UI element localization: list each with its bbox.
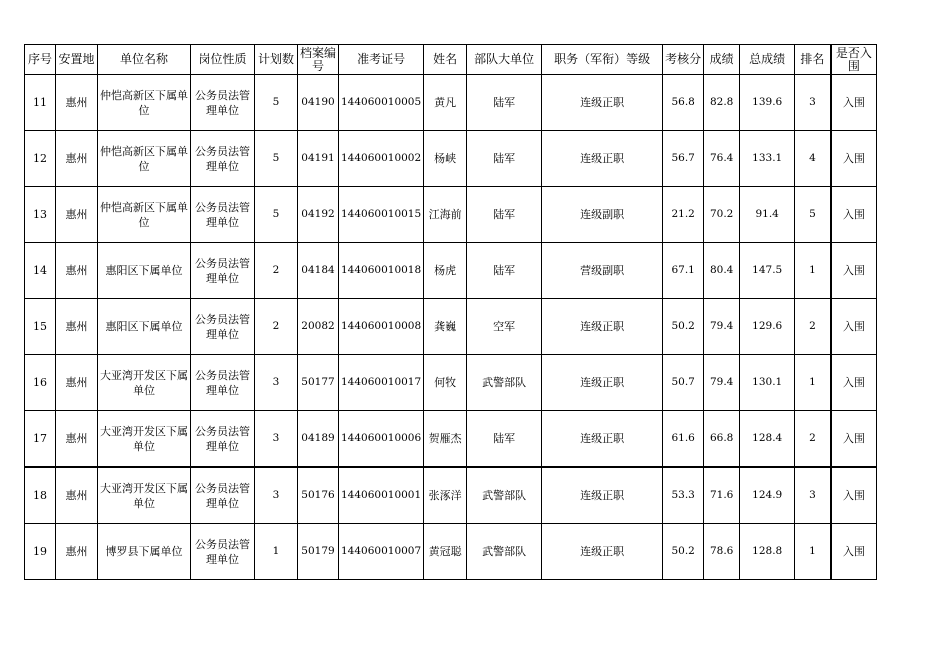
cell-assess-score: 53.3: [663, 467, 704, 524]
cell-seq: 11: [25, 75, 56, 131]
cell-file-no: 50177: [298, 355, 339, 411]
cell-post-type: 公务员法管理单位: [191, 187, 255, 243]
cell-location: 惠州: [56, 524, 98, 580]
cell-rank: 连级正职: [542, 75, 663, 131]
cell-score: 66.8: [704, 411, 740, 468]
cell-ranking: 3: [795, 467, 831, 524]
cell-location: 惠州: [56, 243, 98, 299]
cell-total-score: 139.6: [740, 75, 795, 131]
cell-name: 贺雁杰: [424, 411, 467, 468]
cell-name: 杨峡: [424, 131, 467, 187]
cell-army-unit: 陆军: [467, 131, 542, 187]
cell-seq: 14: [25, 243, 56, 299]
cell-file-no: 20082: [298, 299, 339, 355]
table-row: [25, 524, 877, 580]
cell-post-type: 公务员法管理单位: [191, 467, 255, 524]
header-exam-id: 准考证号: [339, 45, 424, 75]
cell-score: 70.2: [704, 187, 740, 243]
cell-army-unit: 武警部队: [467, 524, 542, 580]
cell-total-score: 91.4: [740, 187, 795, 243]
cell-shortlisted: 入围: [831, 299, 877, 355]
cell-shortlisted: 入围: [831, 187, 877, 243]
cell-name: 黄凡: [424, 75, 467, 131]
cell-shortlisted: 入围: [831, 467, 877, 524]
cell-shortlisted: 入围: [831, 524, 877, 580]
cell-army-unit: 武警部队: [467, 467, 542, 524]
cell-name: 龚巍: [424, 299, 467, 355]
cell-post-type: 公务员法管理单位: [191, 75, 255, 131]
cell-ranking: 2: [795, 411, 831, 468]
cell-unit-name: 大亚湾开发区下属单位: [98, 355, 191, 411]
cell-army-unit: 陆军: [467, 411, 542, 468]
cell-file-no: 04191: [298, 131, 339, 187]
cell-location: 惠州: [56, 187, 98, 243]
header-post-type: 岗位性质: [191, 45, 255, 75]
cell-unit-name: 博罗县下属单位: [98, 524, 191, 580]
cell-post-type: 公务员法管理单位: [191, 299, 255, 355]
cell-rank: 营级副职: [542, 243, 663, 299]
cell-file-no: 50176: [298, 467, 339, 524]
cell-assess-score: 61.6: [663, 411, 704, 468]
cell-unit-name: 大亚湾开发区下属单位: [98, 467, 191, 524]
cell-assess-score: 50.2: [663, 299, 704, 355]
cell-score: 80.4: [704, 243, 740, 299]
cell-location: 惠州: [56, 355, 98, 411]
cell-rank: 连级正职: [542, 355, 663, 411]
cell-rank: 连级副职: [542, 187, 663, 243]
cell-ranking: 2: [795, 299, 831, 355]
cell-ranking: 4: [795, 131, 831, 187]
cell-ranking: 3: [795, 75, 831, 131]
cell-exam-id: 144060010001: [339, 467, 424, 524]
cell-assess-score: 21.2: [663, 187, 704, 243]
cell-total-score: 128.4: [740, 411, 795, 468]
cell-plan-count: 5: [255, 131, 298, 187]
header-ranking: 排名: [795, 45, 831, 75]
cell-exam-id: 144060010007: [339, 524, 424, 580]
cell-plan-count: 5: [255, 75, 298, 131]
cell-shortlisted: 入围: [831, 243, 877, 299]
cell-exam-id: 144060010005: [339, 75, 424, 131]
header-total-score: 总成绩: [740, 45, 795, 75]
cell-exam-id: 144060010008: [339, 299, 424, 355]
header-file-no: 档案编号: [298, 45, 339, 75]
cell-plan-count: 3: [255, 411, 298, 468]
cell-post-type: 公务员法管理单位: [191, 355, 255, 411]
header-row: [25, 45, 877, 75]
cell-post-type: 公务员法管理单位: [191, 524, 255, 580]
cell-file-no: 04184: [298, 243, 339, 299]
cell-assess-score: 56.7: [663, 131, 704, 187]
header-assess-score: 考核分: [663, 45, 704, 75]
cell-seq: 13: [25, 187, 56, 243]
cell-army-unit: 武警部队: [467, 355, 542, 411]
cell-exam-id: 144060010002: [339, 131, 424, 187]
cell-total-score: 129.6: [740, 299, 795, 355]
cell-plan-count: 1: [255, 524, 298, 580]
cell-file-no: 04190: [298, 75, 339, 131]
cell-file-no: 04192: [298, 187, 339, 243]
cell-rank: 连级正职: [542, 467, 663, 524]
cell-rank: 连级正职: [542, 524, 663, 580]
cell-assess-score: 50.2: [663, 524, 704, 580]
cell-seq: 16: [25, 355, 56, 411]
cell-army-unit: 陆军: [467, 187, 542, 243]
header-name: 姓名: [424, 45, 467, 75]
cell-file-no: 04189: [298, 411, 339, 468]
cell-seq: 19: [25, 524, 56, 580]
cell-exam-id: 144060010006: [339, 411, 424, 468]
results-table: [24, 44, 877, 580]
cell-unit-name: 惠阳区下属单位: [98, 299, 191, 355]
cell-ranking: 1: [795, 243, 831, 299]
header-unit-name: 单位名称: [98, 45, 191, 75]
cell-post-type: 公务员法管理单位: [191, 411, 255, 468]
header-shortlisted: 是否入围: [831, 45, 877, 75]
cell-rank: 连级正职: [542, 411, 663, 468]
cell-total-score: 133.1: [740, 131, 795, 187]
cell-shortlisted: 入围: [831, 411, 877, 468]
table-row: [25, 243, 877, 299]
cell-post-type: 公务员法管理单位: [191, 243, 255, 299]
cell-seq: 12: [25, 131, 56, 187]
table-row: [25, 467, 877, 524]
cell-exam-id: 144060010015: [339, 187, 424, 243]
cell-score: 79.4: [704, 299, 740, 355]
cell-total-score: 128.8: [740, 524, 795, 580]
cell-location: 惠州: [56, 411, 98, 468]
cell-name: 黄冠聪: [424, 524, 467, 580]
header-score: 成绩: [704, 45, 740, 75]
cell-plan-count: 5: [255, 187, 298, 243]
cell-total-score: 147.5: [740, 243, 795, 299]
cell-assess-score: 50.7: [663, 355, 704, 411]
cell-rank: 连级正职: [542, 131, 663, 187]
table-row: [25, 299, 877, 355]
cell-assess-score: 67.1: [663, 243, 704, 299]
table-row: [25, 131, 877, 187]
cell-location: 惠州: [56, 131, 98, 187]
cell-unit-name: 仲恺高新区下属单位: [98, 75, 191, 131]
header-location: 安置地: [56, 45, 98, 75]
cell-exam-id: 144060010017: [339, 355, 424, 411]
cell-score: 82.8: [704, 75, 740, 131]
cell-seq: 18: [25, 467, 56, 524]
table-row: [25, 411, 877, 468]
header-plan-count: 计划数: [255, 45, 298, 75]
cell-name: 江海前: [424, 187, 467, 243]
cell-ranking: 5: [795, 187, 831, 243]
cell-unit-name: 大亚湾开发区下属单位: [98, 411, 191, 468]
cell-score: 76.4: [704, 131, 740, 187]
cell-name: 何牧: [424, 355, 467, 411]
cell-score: 78.6: [704, 524, 740, 580]
header-rank: 职务（军衔）等级: [542, 45, 663, 75]
cell-ranking: 1: [795, 355, 831, 411]
cell-location: 惠州: [56, 299, 98, 355]
cell-plan-count: 3: [255, 355, 298, 411]
header-army-unit: 部队大单位: [467, 45, 542, 75]
cell-total-score: 130.1: [740, 355, 795, 411]
cell-shortlisted: 入围: [831, 75, 877, 131]
cell-shortlisted: 入围: [831, 131, 877, 187]
cell-location: 惠州: [56, 75, 98, 131]
cell-rank: 连级正职: [542, 299, 663, 355]
table-row: [25, 355, 877, 411]
cell-file-no: 50179: [298, 524, 339, 580]
cell-unit-name: 仲恺高新区下属单位: [98, 187, 191, 243]
cell-assess-score: 56.8: [663, 75, 704, 131]
header-seq: 序号: [25, 45, 56, 75]
cell-location: 惠州: [56, 467, 98, 524]
cell-post-type: 公务员法管理单位: [191, 131, 255, 187]
cell-exam-id: 144060010018: [339, 243, 424, 299]
cell-army-unit: 陆军: [467, 75, 542, 131]
cell-score: 79.4: [704, 355, 740, 411]
cell-plan-count: 2: [255, 243, 298, 299]
cell-seq: 15: [25, 299, 56, 355]
cell-name: 张涿洋: [424, 467, 467, 524]
cell-ranking: 1: [795, 524, 831, 580]
cell-unit-name: 仲恺高新区下属单位: [98, 131, 191, 187]
cell-seq: 17: [25, 411, 56, 468]
table-row: [25, 187, 877, 243]
cell-unit-name: 惠阳区下属单位: [98, 243, 191, 299]
cell-score: 71.6: [704, 467, 740, 524]
cell-name: 杨虎: [424, 243, 467, 299]
cell-total-score: 124.9: [740, 467, 795, 524]
table-row: [25, 75, 877, 131]
cell-plan-count: 2: [255, 299, 298, 355]
cell-army-unit: 陆军: [467, 243, 542, 299]
cell-shortlisted: 入围: [831, 355, 877, 411]
cell-plan-count: 3: [255, 467, 298, 524]
cell-army-unit: 空军: [467, 299, 542, 355]
